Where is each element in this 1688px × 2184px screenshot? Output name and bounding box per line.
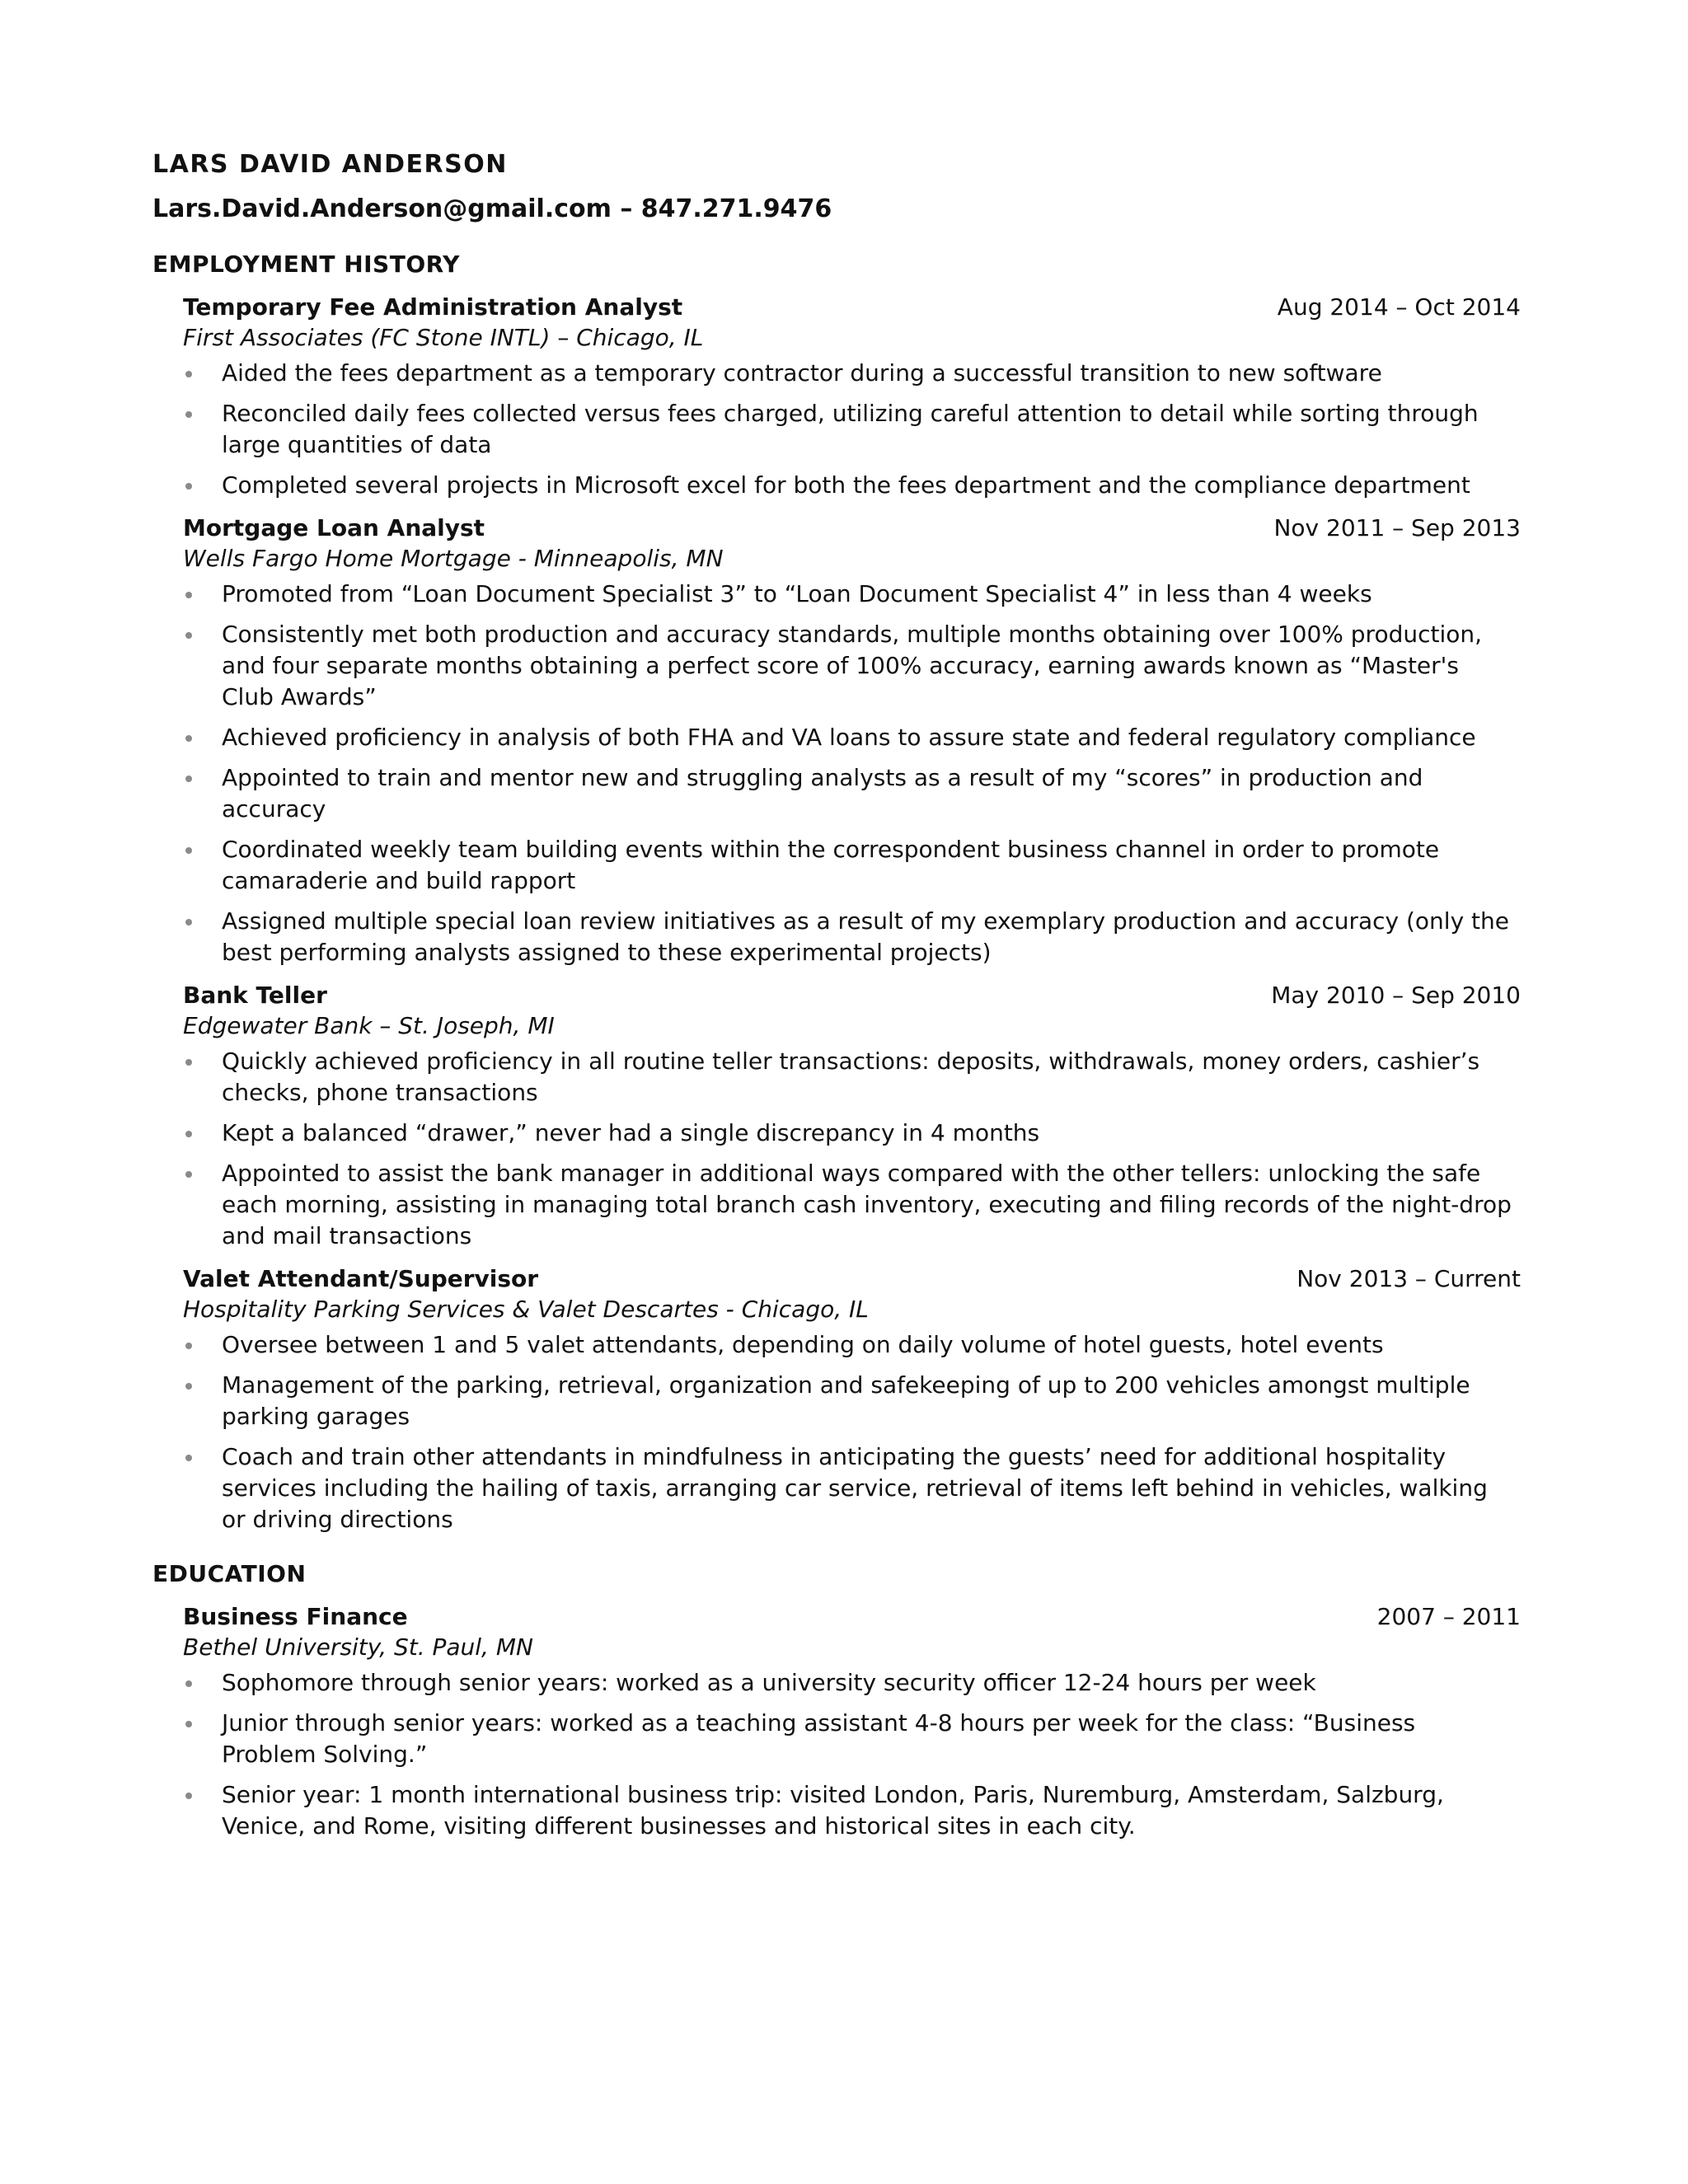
contact-line: Lars.David.Anderson@gmail.com – 847.271.9476 (152, 194, 832, 223)
bullet-item (183, 1441, 1521, 1535)
bullet-item (183, 619, 1521, 713)
bullet-dot-icon (185, 919, 192, 926)
bullet-dot-icon (185, 1680, 192, 1687)
candidate-name: LARS DAVID ANDERSON (152, 150, 508, 179)
employment-history-heading: EMPLOYMENT HISTORY (152, 251, 460, 278)
bullet-dot-icon (185, 1455, 192, 1461)
bullet-dot-icon (185, 1171, 192, 1178)
job-employer: Edgewater Bank – St. Joseph, MI (183, 1012, 555, 1039)
bullet-text: Completed several projects in Microsoft excel for both the fees department and the compliance department (222, 471, 1470, 499)
bullet-item (183, 1708, 1521, 1770)
job-dates: May 2010 – Sep 2010 (1271, 982, 1521, 1009)
bullet-item (183, 1370, 1521, 1432)
job-header (183, 980, 1521, 1010)
bullet-item (183, 834, 1521, 897)
bullet-dot-icon (185, 371, 192, 377)
bullet-text: Oversee between 1 and 5 valet attendants, depending on daily volume of hotel guests, hotel events (222, 1331, 1384, 1358)
bullet-text: Appointed to assist the bank manager in additional ways compared with the other tellers: unlocking the safe each morning, assisting in managing total branch cash inventory, executing and filing records of the night-drop and mail transactions (222, 1160, 1512, 1249)
job-title: Bank Teller (183, 982, 327, 1009)
bullet-item (183, 398, 1521, 461)
bullet-text: Coordinated weekly team building events within the correspondent business channel in order to promote camaraderie and build rapport (222, 836, 1440, 894)
bullet-dot-icon (185, 483, 192, 490)
bullet-text: Junior through senior years: worked as a teaching assistant 4-8 hours per week for the class: “Business Problem Solving.” (222, 1709, 1416, 1768)
school-name: Bethel University, St. Paul, MN (183, 1633, 533, 1661)
bullet-item (183, 762, 1521, 825)
bullet-item (183, 1329, 1521, 1361)
job-bullet-list (183, 1329, 1521, 1535)
job-title: Temporary Fee Administration Analyst (183, 293, 683, 321)
bullet-dot-icon (185, 1383, 192, 1390)
job-title: Valet Attendant/Supervisor (183, 1265, 539, 1292)
education-bullet-list (183, 1667, 1521, 1842)
education-header (183, 1601, 1521, 1632)
job-entry (152, 513, 1521, 968)
bullet-text: Assigned multiple special loan review initiatives as a result of my exemplary production and accuracy (only the best performing analysts assigned to these experimental projects) (222, 907, 1509, 966)
bullet-item (183, 1779, 1521, 1842)
bullet-dot-icon (185, 1721, 192, 1727)
bullet-dot-icon (185, 1793, 192, 1799)
job-header (183, 1263, 1521, 1294)
bullet-item (183, 1046, 1521, 1108)
bullet-item (183, 1118, 1521, 1149)
job-dates: Nov 2013 – Current (1296, 1265, 1521, 1292)
job-entry (152, 292, 1521, 501)
bullet-dot-icon (185, 847, 192, 854)
education-dates: 2007 – 2011 (1376, 1603, 1521, 1630)
bullet-item (183, 1667, 1521, 1699)
bullet-text: Kept a balanced “drawer,” never had a single discrepancy in 4 months (222, 1119, 1040, 1146)
job-entry (152, 980, 1521, 1252)
job-title: Mortgage Loan Analyst (183, 514, 485, 541)
bullet-dot-icon (185, 411, 192, 418)
bullet-text: Senior year: 1 month international business trip: visited London, Paris, Nuremburg, Amsterdam, Salzburg, Venice, and Rome, visiting different businesses and historical sites in each city. (222, 1781, 1444, 1840)
bullet-text: Sophomore through senior years: worked as a university security officer 12-24 hours per week (222, 1669, 1316, 1696)
bullet-dot-icon (185, 632, 192, 639)
bullet-text: Aided the fees department as a temporary contractor during a successful transition to new software (222, 359, 1382, 387)
bullet-dot-icon (185, 1131, 192, 1137)
education-entry (152, 1601, 1521, 1842)
degree-title: Business Finance (183, 1603, 408, 1630)
bullet-item (183, 906, 1521, 968)
bullet-text: Management of the parking, retrieval, organization and safekeeping of up to 200 vehicles amongst multiple parking garages (222, 1371, 1470, 1430)
job-dates: Aug 2014 – Oct 2014 (1277, 293, 1521, 321)
job-header (183, 513, 1521, 543)
job-employer: Wells Fargo Home Mortgage - Minneapolis, MN (183, 545, 724, 572)
bullet-text: Appointed to train and mentor new and struggling analysts as a result of my “scores” in production and accuracy (222, 764, 1423, 823)
bullet-text: Coach and train other attendants in mindfulness in anticipating the guests’ need for additional hospitality services including the hailing of taxis, arranging car service, retrieval of items left behind in vehicles, walking or driving directions (222, 1443, 1488, 1533)
bullet-dot-icon (185, 592, 192, 598)
job-employer: First Associates (FC Stone INTL) – Chicago, IL (183, 324, 704, 351)
bullet-dot-icon (185, 776, 192, 782)
bullet-text: Promoted from “Loan Document Specialist 3” to “Loan Document Specialist 4” in less than 4 weeks (222, 580, 1372, 607)
bullet-item (183, 358, 1521, 389)
bullet-item (183, 1158, 1521, 1252)
bullet-dot-icon (185, 1059, 192, 1066)
job-entry (152, 1263, 1521, 1535)
resume-page (152, 148, 1521, 1851)
job-bullet-list (183, 579, 1521, 968)
job-header (183, 292, 1521, 322)
bullet-text: Quickly achieved proficiency in all routine teller transactions: deposits, withdrawals, money orders, cashier’s checks, phone transactions (222, 1047, 1480, 1106)
job-bullet-list (183, 1046, 1521, 1252)
job-bullet-list (183, 358, 1521, 501)
job-dates: Nov 2011 – Sep 2013 (1273, 514, 1521, 541)
bullet-item (183, 579, 1521, 610)
bullet-dot-icon (185, 735, 192, 742)
bullet-item (183, 722, 1521, 753)
education-heading: EDUCATION (152, 1560, 307, 1587)
bullet-text: Reconciled daily fees collected versus fees charged, utilizing careful attention to detail while sorting through large quantities of data (222, 400, 1479, 458)
job-employer: Hospitality Parking Services & Valet Descartes - Chicago, IL (183, 1296, 869, 1323)
bullet-dot-icon (185, 1343, 192, 1349)
bullet-item (183, 470, 1521, 501)
bullet-text: Consistently met both production and accuracy standards, multiple months obtaining over 100% production, and four separate months obtaining a perfect score of 100% accuracy, earning awards known as “Master's Club Awards” (222, 621, 1483, 710)
bullet-text: Achieved proficiency in analysis of both FHA and VA loans to assure state and federal regulatory compliance (222, 724, 1476, 751)
